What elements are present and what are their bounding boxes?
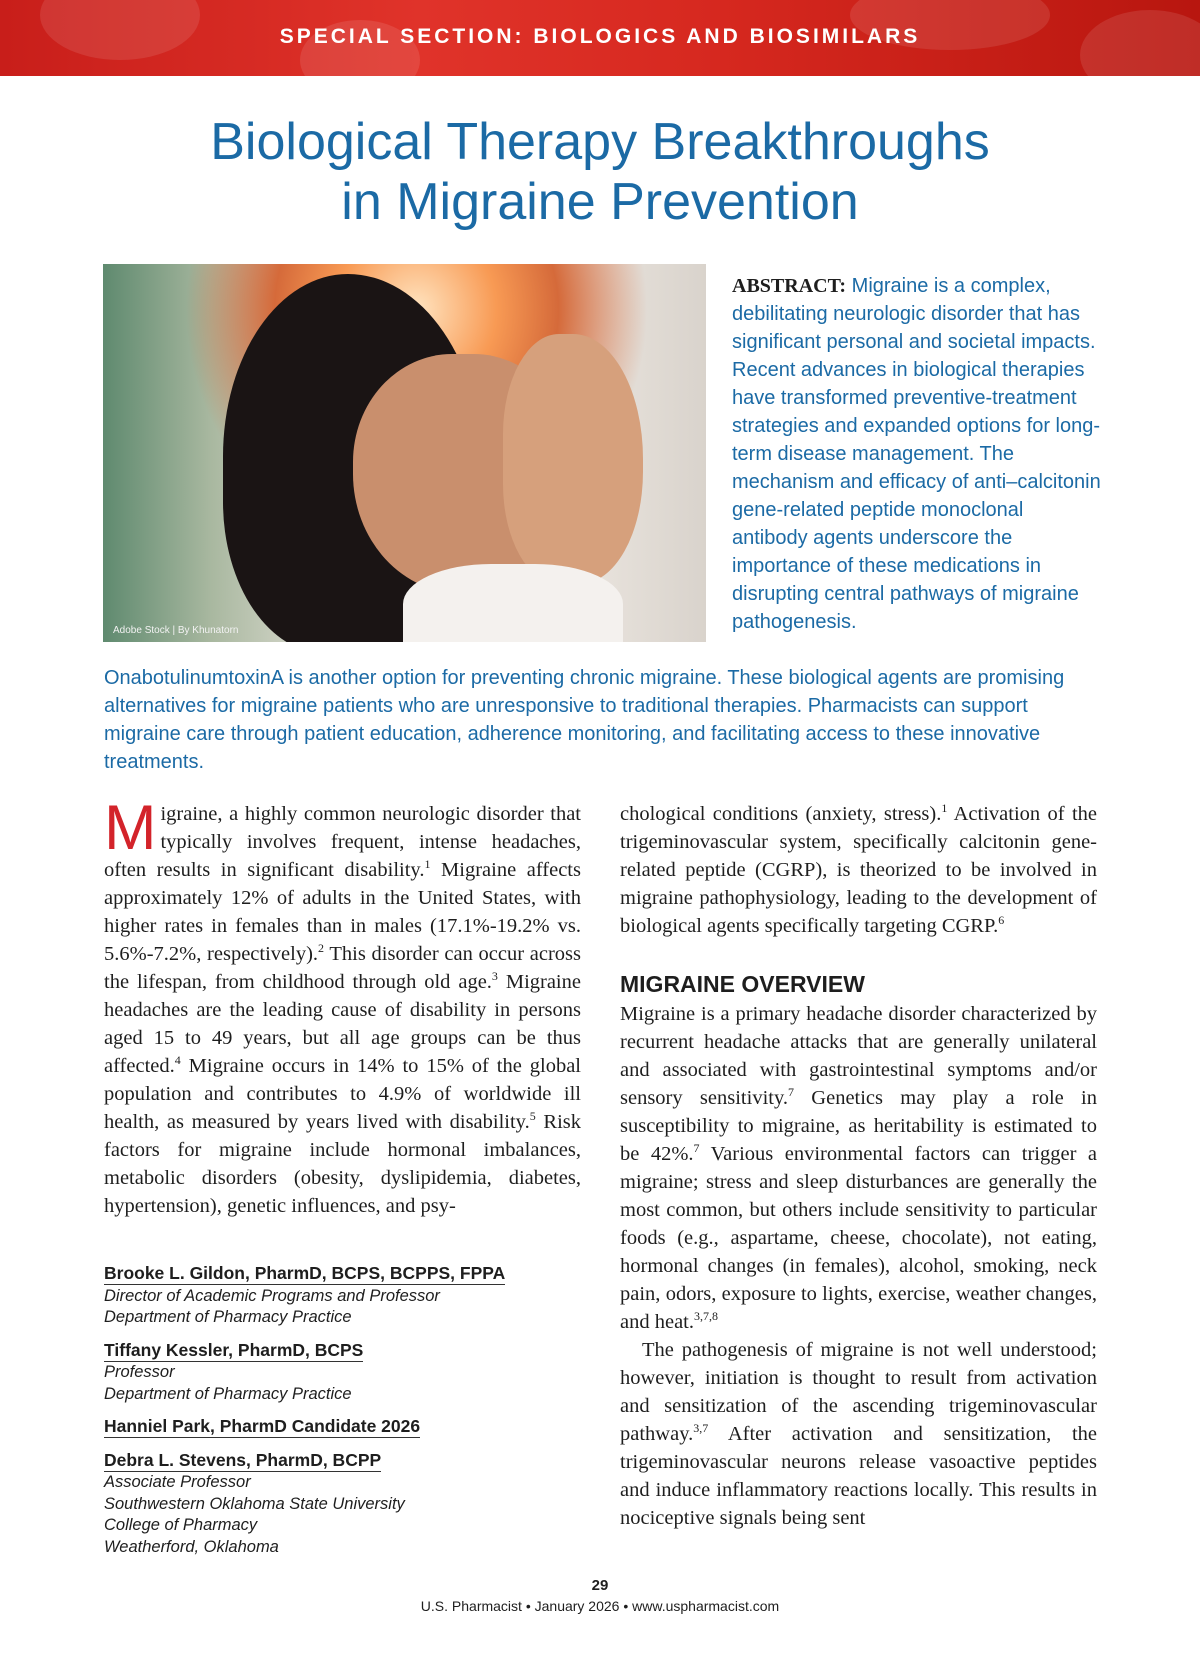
author-entry <box>104 1262 574 1329</box>
body-text: igraine, a highly common neurologic disorder that typically involves frequent, intense headaches, often results in significant disability. <box>104 803 581 881</box>
author-name: Debra L. Stevens, PharmD, BCPP <box>104 1449 382 1470</box>
page-footer <box>0 1576 1200 1616</box>
author-affiliation: Southwestern Oklahoma State University <box>104 1494 405 1513</box>
reference-marker: 2 <box>318 941 325 956</box>
body-text: Migraine is a primary headache disorder characterized by recurrent headache attacks that are generally unilateral and associated with gastrointestinal symptoms and/or sensory sensitivity. <box>620 1003 1097 1109</box>
reference-marker: 5 <box>529 1109 536 1124</box>
reference-marker: 4 <box>174 1053 181 1068</box>
abstract-text-full: OnabotulinumtoxinA is another option for preventing chronic migraine. These biological agents are promising alternatives for migraine patients who are unresponsive to traditional therapies. Pharmacists can support migraine care through patient education, adherence monitoring, and facilitating access to these innovative treatments. <box>104 667 1065 773</box>
reference-marker: 6 <box>998 913 1005 928</box>
body-paragraph <box>620 1000 1097 1336</box>
author-affiliation: Professor <box>104 1363 175 1381</box>
body-text: Activation of the trigeminovascular system, specifically calcitonin gene-related peptide (CGRP), is theorized to be involved in migraine pathophysiology, leading to the development of biological agents specifically targeting CGRP. <box>620 803 1098 937</box>
drop-cap: M <box>104 793 157 863</box>
reference-marker: 3 <box>491 969 498 984</box>
section-heading: MIGRAINE OVERVIEW <box>620 971 865 997</box>
author-entry <box>104 1415 574 1439</box>
author-name: Hanniel Park, PharmD Candidate 2026 <box>104 1416 421 1436</box>
article-title-line-1: Biological Therapy Breakthroughs <box>210 113 990 171</box>
body-text: After activation and sensitization, the trigeminovascular neurons release vasoactive peptides and induce inflammatory reactions locally. This results in nociceptive signals being sent <box>620 1423 1097 1529</box>
footer-publication-line: U.S. Pharmacist • January 2026 • www.uspharmacist.com <box>420 1598 780 1614</box>
body-paragraph <box>620 800 1097 940</box>
author-affiliation: Weatherford, Oklahoma <box>104 1537 279 1556</box>
body-text: Migraine affects approximately 12% of adults in the United States, with higher rates in females than in males (17.1%-19.2% vs. 5.6%-7.2%, respectively). <box>104 859 581 965</box>
body-text: Various environmental factors can trigger a migraine; stress and sleep disturbances are generally the most common, but others include sensitivity to particular foods (e.g., aspartame, cheese, chocolate), not eating, hormonal changes (in females), alcohol, smoking, neck pain, odors, exposure to lights, exercise, weather changes, and heat. <box>620 1143 1097 1333</box>
body-text: chological conditions (anxiety, stress). <box>620 803 942 825</box>
body-text: Migraine occurs in 14% to 15% of the global population and contributes to 4.9% of worldwide ill health, as measured by years lived with disability. <box>104 1055 581 1133</box>
reference-marker: 7 <box>693 1141 700 1156</box>
author-affiliation: College of Pharmacy <box>104 1516 258 1534</box>
body-column-right <box>620 800 1097 1532</box>
author-name: Tiffany Kessler, PharmD, BCPS <box>104 1339 364 1360</box>
photo-shirt-shape <box>403 564 623 642</box>
abstract-text-side: Migraine is a complex, debilitating neurologic disorder that has significant personal and societal impacts. Recent advances in biological therapies have transformed preventive-treatment strategies and expanded options for long-term disease management. The mechanism and efficacy of anti–calcitonin gene-related peptide monoclonal antibody agents underscore the importance of these medications in disrupting central pathways of migraine pathogenesis. <box>732 275 1101 633</box>
reference-marker: 1 <box>941 801 948 816</box>
author-affiliation: Department of Pharmacy Practice <box>104 1308 352 1326</box>
author-entry <box>104 1449 574 1559</box>
section-banner-text: SPECIAL SECTION: BIOLOGICS AND BIOSIMILARS <box>279 25 921 48</box>
author-entry <box>104 1339 574 1406</box>
article-title <box>0 112 1200 232</box>
author-list <box>104 1262 574 1568</box>
abstract-side <box>732 272 1102 636</box>
reference-marker: 3,7,8 <box>694 1309 718 1324</box>
body-text: Risk factors for migraine include hormonal imbalances, metabolic disorders (obesity, dyslipidemia, diabetes, hypertension), genetic influences, and psy- <box>104 1111 581 1217</box>
body-column-left <box>104 793 582 1220</box>
reference-marker: 1 <box>424 857 431 872</box>
body-text: Genetics may play a role in susceptibility to migraine, as heritability is estimated to be 42%. <box>620 1087 1097 1165</box>
abstract-label: ABSTRACT: <box>732 275 847 297</box>
photo-credit: Adobe Stock | By Khunatorn <box>113 625 239 636</box>
reference-marker: 7 <box>788 1085 794 1100</box>
reference-marker: 3,7 <box>693 1421 709 1436</box>
author-affiliation: Director of Academic Programs and Professor <box>104 1286 440 1305</box>
photo-hand-shape <box>503 334 643 584</box>
section-banner <box>0 0 1200 76</box>
body-text: Migraine headaches are the leading cause of disability in persons aged 15 to 49 years, but all age groups can be thus affected. <box>104 971 581 1077</box>
author-name: Brooke L. Gildon, PharmD, BCPS, BCPPS, FPPA <box>104 1263 506 1283</box>
page-number: 29 <box>591 1577 609 1594</box>
body-text: This disorder can occur across the lifespan, from childhood through old age. <box>104 943 582 993</box>
author-affiliation: Associate Professor <box>104 1473 251 1491</box>
author-affiliation: Department of Pharmacy Practice <box>104 1384 352 1403</box>
article-title-line-2: in Migraine Prevention <box>341 173 859 231</box>
body-paragraph <box>620 1336 1097 1532</box>
body-text: The pathogenesis of migraine is not well understood; however, initiation is thought to result from activation and sensitization of the ascending trigeminovascular pathway. <box>620 1339 1097 1445</box>
article-photo <box>103 264 706 642</box>
